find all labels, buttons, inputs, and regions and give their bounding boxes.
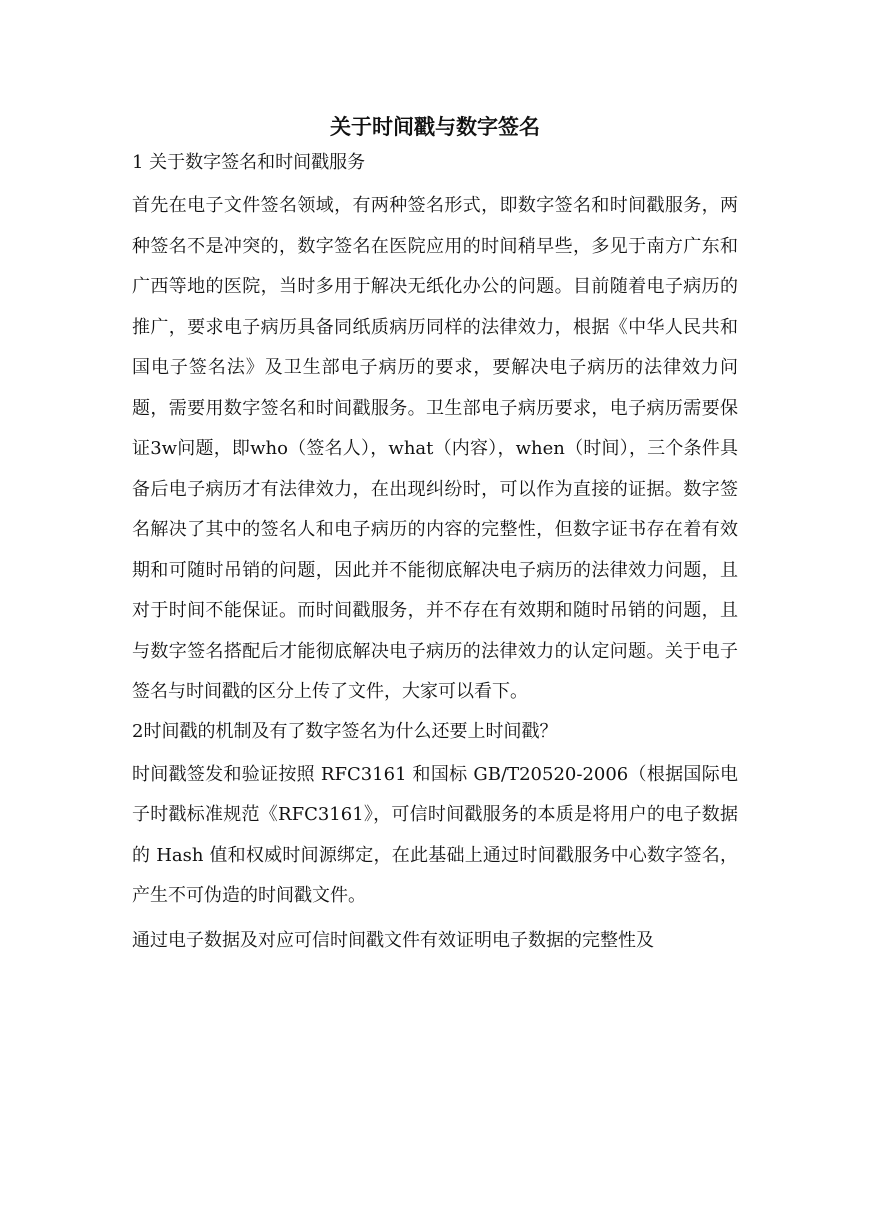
section-2-paragraph-2: 通过电子数据及对应可信时间戳文件有效证明电子数据的完整性及: [132, 929, 654, 951]
document-title: 关于时间戳与数字签名: [330, 114, 540, 139]
section-1-paragraph: 首先在电子文件签名领域，有两种签名形式，即数字签名和时间戳服务，两种签名不是冲突的，数字签名在医院应用的时间稍早些，多见于南方广东和广西等地的医院，当时多用于解决无纸化办公的问题。目前随着电子病历的推广，要求电子病历具备同纸质病历同样的法律效力，根据《中华人民共和国电子签名法》及卫生部电子病历的要求，要解决电子病历的法律效力问题，需要用数字签名和时间戳服务。卫生部电子病历要求，电子病历需要保证3w问题，即who（签名人），what（内容），when（时间），三个条件具备后电子病历才有法律效力，在出现纠纷时，可以作为直接的证据。数字签名解决了其中的签名人和电子病历的内容的完整性，但数字证书存在着有效期和可随时吊销的问题，因此并不能彻底解决电子病历的法律效力问题，且对于时间不能保证。而时间戳服务，并不存在有效期和随时吊销的问题，且与数字签名搭配后才能彻底解决电子病历的法律效力的认定问题。关于电子签名与时间戳的区分上传了文件，大家可以看下。: [132, 195, 738, 702]
section-1-heading: 1 关于数字签名和时间戳服务: [132, 152, 366, 173]
section-2-heading: 2时间戳的机制及有了数字签名为什么还要上时间戳？: [132, 720, 558, 742]
document-body: [132, 110, 738, 965]
section-2-paragraph-1: 时间戳签发和验证按照 RFC3161 和国标 GB/T20520-2006（根据国际电子时戳标准规范《RFC3161》，可信时间戳服务的本质是将用户的电子数据的 Hash 值和权威时间源绑定，在此基础上通过时间戳服务中心数字签名，产生不可伪造的时间戳文件。: [132, 763, 738, 906]
